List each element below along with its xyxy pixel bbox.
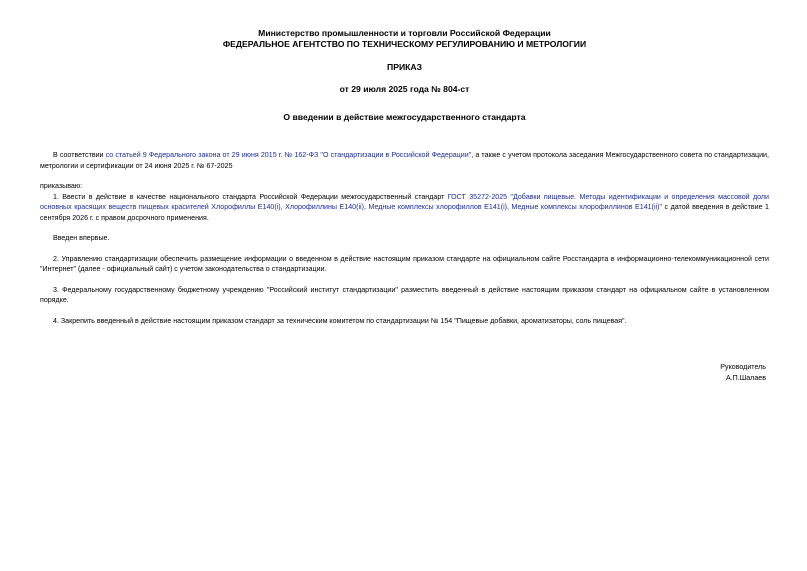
preamble-paragraph [40,150,769,171]
agency-name: ФЕДЕРАЛЬНОЕ АГЕНТСТВО ПО ТЕХНИЧЕСКОМУ РЕГУЛИРОВАНИЮ И МЕТРОЛОГИИ [222,39,587,49]
preamble-rest: , а также с учетом протокола заседания Межгосударственного совета по стандартизации, метрологии и сертификации от 24 июня 2025 г. № 67-2025 [40,151,769,170]
gost-link[interactable]: ГОСТ 35272-2025 "Добавки пищевые. Методы идентификации и определения массовой доли основных красящих веществ пищевых красителей Хлорофиллы Е140(i), Хлорофиллины Е140(ii), Медные комплексы хлорофиллов Е141(i), Медные комплексы хлорофиллинов Е141(ii)" [40,192,769,211]
document-header [40,28,769,50]
item-3-paragraph: 3. Федеральному государственному бюджетному учреждению "Российский институт стандартизации" разместить введенный в действие настоящим приказом стандарт на официальном сайте в установленном порядке. [40,285,769,304]
signature-title: Руководитель [720,363,766,371]
signature-name: А.П.Шалаев [725,373,766,382]
item-1-end: с датой введения в действие 1 сентября 2026 г. с правом досрочного применения. [40,203,770,222]
item-1-paragraph [40,192,769,224]
document-type: ПРИКАЗ [387,62,422,72]
document-body [40,150,769,326]
document-date-number: от 29 июля 2025 года № 804-ст [339,84,470,94]
order-word: приказываю: [40,182,83,190]
item-1-start: 1. Ввести в действие в качестве национального стандарта Российской Федерации межгосударственный стандарт [53,192,448,201]
preamble-intro: В соответствии [53,151,106,159]
document-subject: О введении в действие межгосударственного стандарта [283,112,526,122]
first-time-note: Введен впервые. [53,234,110,242]
signature-block [720,362,766,383]
law-link[interactable]: со статьей 9 Федерального закона от 29 июня 2015 г. № 162-ФЗ "О стандартизации в Российской Федерации" [105,151,472,159]
ministry-name: Министерство промышленности и торговли Российской Федерации [258,28,551,38]
item-2-paragraph: 2. Управлению стандартизации обеспечить размещение информации о введенном в действие настоящим приказом стандарте на официальном сайте Росстандарта в информационно-телекоммуникационной сети "Интернет" (далее - официальный сайт) с учетом законодательства о стандартизации. [40,254,769,273]
document-page [40,28,769,326]
item-4-paragraph: 4. Закрепить введенный в действие настоящим приказом стандарт за техническим комитетом по стандартизации № 154 "Пищевые добавки, ароматизаторы, соль пищевая". [53,316,627,325]
